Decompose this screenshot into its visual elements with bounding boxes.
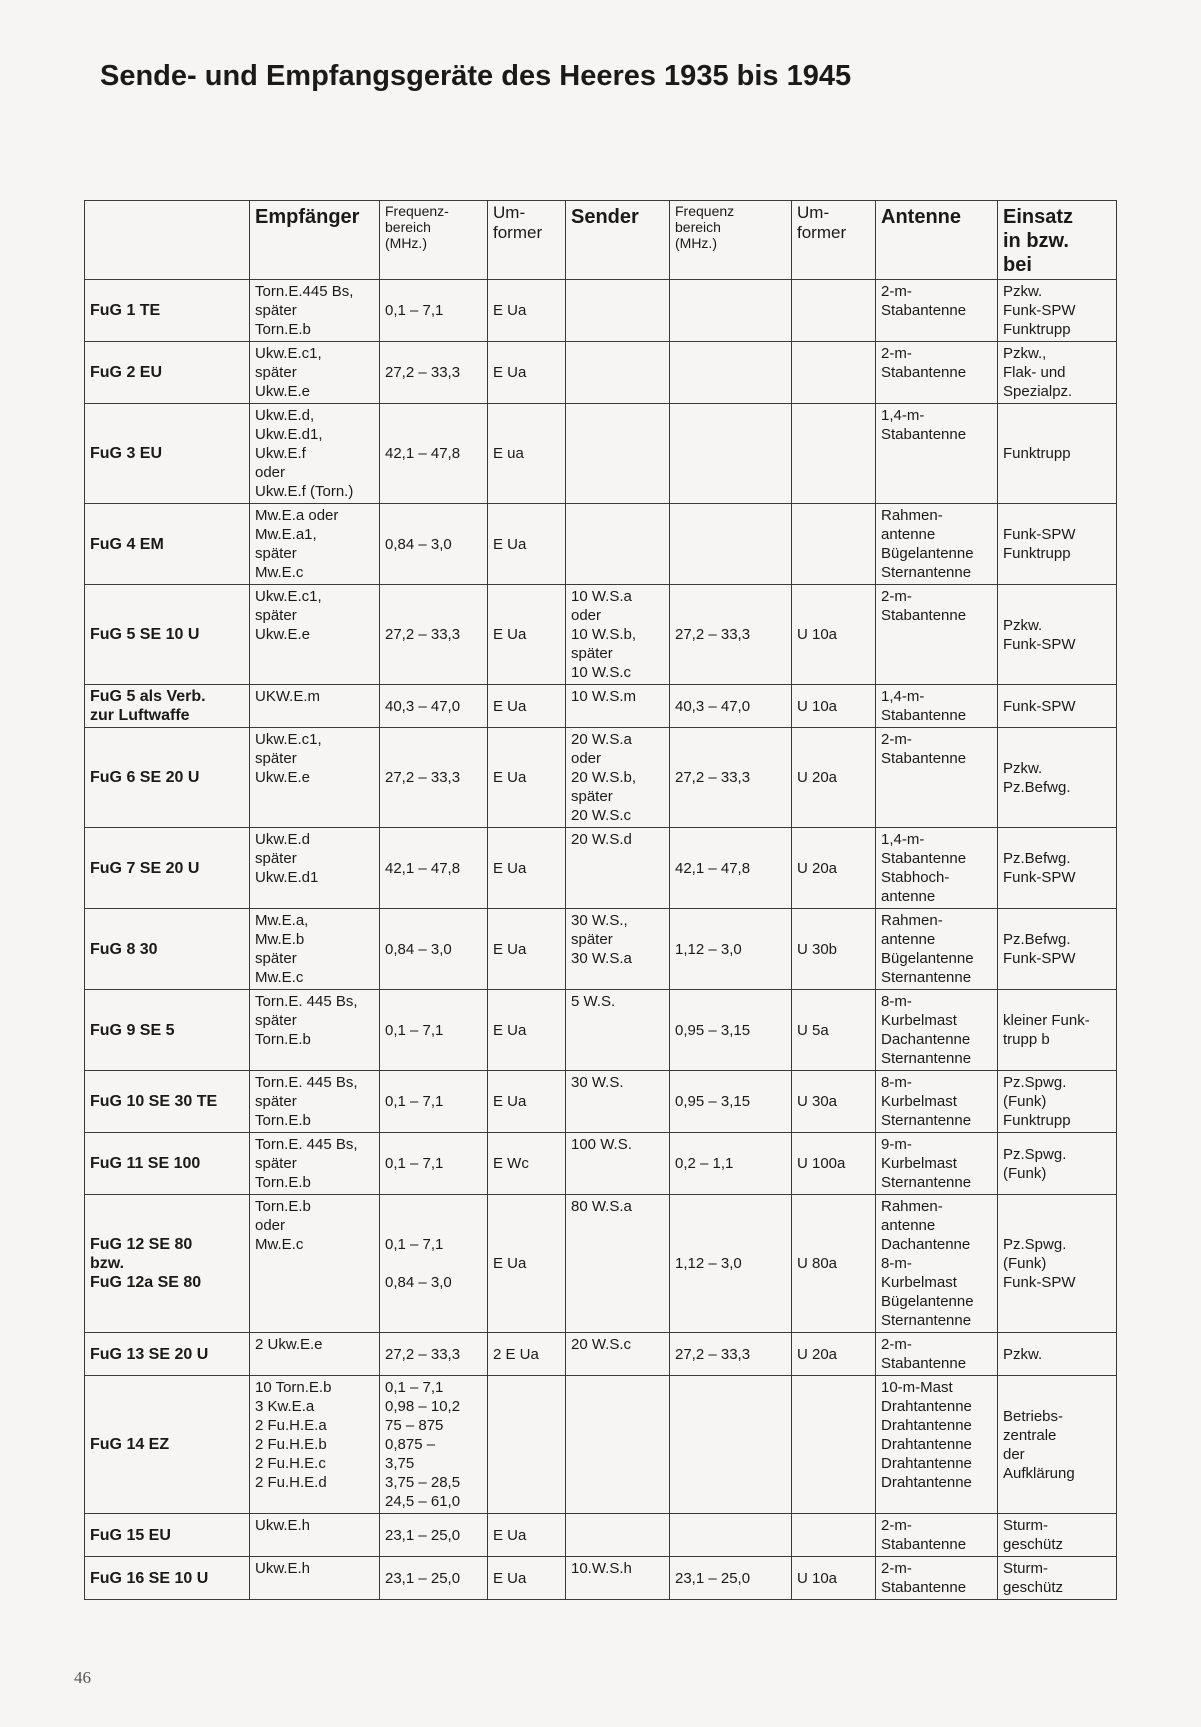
cell-conv-rx: E Ua xyxy=(488,585,566,685)
cell-usage: Pz.Spwg. (Funk) Funk-SPW xyxy=(998,1195,1117,1333)
cell-conv-tx xyxy=(792,1376,876,1514)
table-row xyxy=(85,1133,1117,1195)
table-row xyxy=(85,828,1117,909)
cell-device: FuG 8 30 xyxy=(85,909,250,990)
table-row xyxy=(85,1514,1117,1557)
cell-freq-tx: 0,95 – 3,15 xyxy=(670,990,792,1071)
cell-receiver: Ukw.E.h xyxy=(250,1557,380,1600)
cell-usage: Sturm- geschütz xyxy=(998,1557,1117,1600)
cell-conv-tx: U 20a xyxy=(792,828,876,909)
table-row xyxy=(85,1195,1117,1333)
cell-conv-rx: E Ua xyxy=(488,828,566,909)
cell-usage: kleiner Funk- trupp b xyxy=(998,990,1117,1071)
cell-freq-tx: 27,2 – 33,3 xyxy=(670,585,792,685)
cell-usage: Funk-SPW Funktrupp xyxy=(998,504,1117,585)
cell-antenna: 8-m- Kurbelmast Sternantenne xyxy=(876,1071,998,1133)
cell-sender: 5 W.S. xyxy=(566,990,670,1071)
cell-usage: Funk-SPW xyxy=(998,685,1117,728)
equipment-table-container xyxy=(84,200,1116,1600)
cell-freq-rx: 23,1 – 25,0 xyxy=(380,1557,488,1600)
cell-conv-rx: 2 E Ua xyxy=(488,1333,566,1376)
cell-receiver: 2 Ukw.E.e xyxy=(250,1333,380,1376)
cell-receiver: Ukw.E.d später Ukw.E.d1 xyxy=(250,828,380,909)
cell-freq-tx xyxy=(670,1514,792,1557)
cell-sender: 10.W.S.h xyxy=(566,1557,670,1600)
cell-freq-rx: 27,2 – 33,3 xyxy=(380,585,488,685)
cell-freq-rx: 0,84 – 3,0 xyxy=(380,909,488,990)
cell-device: FuG 12 SE 80 bzw. FuG 12a SE 80 xyxy=(85,1195,250,1333)
table-row xyxy=(85,1557,1117,1600)
cell-sender xyxy=(566,1376,670,1514)
cell-freq-tx: 27,2 – 33,3 xyxy=(670,1333,792,1376)
cell-sender: 20 W.S.a oder 20 W.S.b, später 20 W.S.c xyxy=(566,728,670,828)
cell-freq-rx: 23,1 – 25,0 xyxy=(380,1514,488,1557)
header-conv-rx: Um- former xyxy=(488,201,566,280)
cell-freq-rx: 42,1 – 47,8 xyxy=(380,404,488,504)
cell-device: FuG 5 SE 10 U xyxy=(85,585,250,685)
cell-conv-tx: U 20a xyxy=(792,728,876,828)
cell-conv-rx: E Ua xyxy=(488,728,566,828)
cell-freq-tx xyxy=(670,280,792,342)
cell-usage: Funktrupp xyxy=(998,404,1117,504)
cell-freq-rx: 27,2 – 33,3 xyxy=(380,728,488,828)
cell-conv-rx: E Ua xyxy=(488,1195,566,1333)
table-row xyxy=(85,728,1117,828)
cell-sender: 30 W.S. xyxy=(566,1071,670,1133)
cell-receiver: UKW.E.m xyxy=(250,685,380,728)
header-usage: Einsatz in bzw. bei xyxy=(998,201,1117,280)
equipment-table xyxy=(84,200,1117,1600)
table-row xyxy=(85,1333,1117,1376)
header-device xyxy=(85,201,250,280)
cell-receiver: Mw.E.a, Mw.E.b später Mw.E.c xyxy=(250,909,380,990)
table-row xyxy=(85,909,1117,990)
cell-sender: 20 W.S.d xyxy=(566,828,670,909)
cell-conv-rx: E Ua xyxy=(488,1557,566,1600)
cell-conv-tx: U 30a xyxy=(792,1071,876,1133)
cell-receiver: Ukw.E.d, Ukw.E.d1, Ukw.E.f oder Ukw.E.f (Torn.) xyxy=(250,404,380,504)
table-row xyxy=(85,585,1117,685)
cell-freq-rx: 0,1 – 7,1 0,98 – 10,2 75 – 875 0,875 – 3,75 3,75 – 28,5 24,5 – 61,0 xyxy=(380,1376,488,1514)
header-freq-rx: Frequenz- bereich (MHz.) xyxy=(380,201,488,280)
cell-conv-rx: E Ua xyxy=(488,280,566,342)
cell-conv-rx: E Ua xyxy=(488,504,566,585)
cell-device: FuG 7 SE 20 U xyxy=(85,828,250,909)
cell-device: FuG 10 SE 30 TE xyxy=(85,1071,250,1133)
cell-freq-tx: 23,1 – 25,0 xyxy=(670,1557,792,1600)
cell-conv-tx: U 30b xyxy=(792,909,876,990)
cell-conv-tx: U 5a xyxy=(792,990,876,1071)
cell-sender xyxy=(566,1514,670,1557)
cell-receiver: Ukw.E.c1, später Ukw.E.e xyxy=(250,585,380,685)
cell-freq-tx: 1,12 – 3,0 xyxy=(670,1195,792,1333)
cell-conv-rx xyxy=(488,1376,566,1514)
header-antenna: Antenne xyxy=(876,201,998,280)
cell-freq-rx: 0,1 – 7,1 xyxy=(380,1071,488,1133)
cell-usage: Pz.Spwg. (Funk) xyxy=(998,1133,1117,1195)
cell-antenna: 9-m- Kurbelmast Sternantenne xyxy=(876,1133,998,1195)
table-row xyxy=(85,504,1117,585)
cell-receiver: 10 Torn.E.b 3 Kw.E.a 2 Fu.H.E.a 2 Fu.H.E.b 2 Fu.H.E.c 2 Fu.H.E.d xyxy=(250,1376,380,1514)
cell-sender xyxy=(566,404,670,504)
cell-freq-tx: 40,3 – 47,0 xyxy=(670,685,792,728)
cell-sender: 80 W.S.a xyxy=(566,1195,670,1333)
cell-usage: Betriebs- zentrale der Aufklärung xyxy=(998,1376,1117,1514)
cell-sender: 10 W.S.a oder 10 W.S.b, später 10 W.S.c xyxy=(566,585,670,685)
cell-antenna: Rahmen- antenne Bügelantenne Sternantenne xyxy=(876,909,998,990)
cell-usage: Pzkw. Funk-SPW xyxy=(998,585,1117,685)
cell-freq-rx: 0,1 – 7,1 xyxy=(380,280,488,342)
cell-freq-rx: 0,84 – 3,0 xyxy=(380,504,488,585)
cell-receiver: Torn.E. 445 Bs, später Torn.E.b xyxy=(250,990,380,1071)
table-row xyxy=(85,1376,1117,1514)
cell-usage: Sturm- geschütz xyxy=(998,1514,1117,1557)
cell-conv-tx: U 20a xyxy=(792,1333,876,1376)
table-row xyxy=(85,404,1117,504)
cell-freq-tx xyxy=(670,404,792,504)
cell-conv-tx: U 10a xyxy=(792,585,876,685)
cell-conv-rx: E Ua xyxy=(488,685,566,728)
cell-antenna: Rahmen- antenne Bügelantenne Sternantenne xyxy=(876,504,998,585)
cell-conv-rx: E Ua xyxy=(488,909,566,990)
cell-conv-rx: E Ua xyxy=(488,1071,566,1133)
cell-freq-tx xyxy=(670,1376,792,1514)
cell-freq-rx: 27,2 – 33,3 xyxy=(380,1333,488,1376)
table-row xyxy=(85,990,1117,1071)
cell-antenna: 2-m- Stabantenne xyxy=(876,1514,998,1557)
cell-freq-tx: 0,95 – 3,15 xyxy=(670,1071,792,1133)
cell-antenna: 2-m- Stabantenne xyxy=(876,1333,998,1376)
cell-receiver: Mw.E.a oder Mw.E.a1, später Mw.E.c xyxy=(250,504,380,585)
cell-device: FuG 1 TE xyxy=(85,280,250,342)
cell-antenna: Rahmen- antenne Dachantenne 8-m- Kurbelmast Bügelantenne Sternantenne xyxy=(876,1195,998,1333)
header-freq-tx: Frequenz bereich (MHz.) xyxy=(670,201,792,280)
header-conv-tx: Um- former xyxy=(792,201,876,280)
cell-device: FuG 13 SE 20 U xyxy=(85,1333,250,1376)
header-sender: Sender xyxy=(566,201,670,280)
cell-device: FuG 5 als Verb. zur Luftwaffe xyxy=(85,685,250,728)
cell-device: FuG 6 SE 20 U xyxy=(85,728,250,828)
cell-freq-tx: 27,2 – 33,3 xyxy=(670,728,792,828)
cell-freq-rx: 0,1 – 7,1 xyxy=(380,990,488,1071)
cell-freq-rx: 27,2 – 33,3 xyxy=(380,342,488,404)
cell-sender: 20 W.S.c xyxy=(566,1333,670,1376)
cell-freq-tx: 42,1 – 47,8 xyxy=(670,828,792,909)
cell-conv-tx: U 80a xyxy=(792,1195,876,1333)
cell-antenna: 1,4-m- Stabantenne xyxy=(876,685,998,728)
table-row xyxy=(85,1071,1117,1133)
cell-freq-tx xyxy=(670,342,792,404)
cell-device: FuG 9 SE 5 xyxy=(85,990,250,1071)
cell-conv-tx xyxy=(792,342,876,404)
cell-antenna: 2-m- Stabantenne xyxy=(876,280,998,342)
cell-device: FuG 11 SE 100 xyxy=(85,1133,250,1195)
cell-sender xyxy=(566,504,670,585)
page-number: 46 xyxy=(74,1668,91,1687)
cell-conv-rx: E Ua xyxy=(488,990,566,1071)
cell-conv-rx: E ua xyxy=(488,404,566,504)
cell-antenna: 8-m- Kurbelmast Dachantenne Sternantenne xyxy=(876,990,998,1071)
cell-usage: Pzkw., Flak- und Spezialpz. xyxy=(998,342,1117,404)
cell-sender: 100 W.S. xyxy=(566,1133,670,1195)
cell-conv-tx xyxy=(792,504,876,585)
table-row xyxy=(85,280,1117,342)
header-row xyxy=(85,201,1117,280)
cell-conv-rx: E Ua xyxy=(488,1514,566,1557)
cell-device: FuG 2 EU xyxy=(85,342,250,404)
cell-receiver: Torn.E.445 Bs, später Torn.E.b xyxy=(250,280,380,342)
cell-sender xyxy=(566,280,670,342)
cell-conv-tx xyxy=(792,280,876,342)
cell-receiver: Ukw.E.c1, später Ukw.E.e xyxy=(250,728,380,828)
cell-usage: Pz.Befwg. Funk-SPW xyxy=(998,909,1117,990)
cell-freq-rx: 0,1 – 7,1 0,84 – 3,0 xyxy=(380,1195,488,1333)
cell-device: FuG 14 EZ xyxy=(85,1376,250,1514)
cell-antenna: 1,4-m- Stabantenne xyxy=(876,404,998,504)
cell-conv-rx: E Ua xyxy=(488,342,566,404)
cell-antenna: 10-m-Mast Drahtantenne Drahtantenne Drahtantenne Drahtantenne Drahtantenne xyxy=(876,1376,998,1514)
cell-antenna: 2-m- Stabantenne xyxy=(876,585,998,685)
cell-receiver: Ukw.E.h xyxy=(250,1514,380,1557)
cell-conv-rx: E Wc xyxy=(488,1133,566,1195)
cell-usage: Pz.Spwg. (Funk) Funktrupp xyxy=(998,1071,1117,1133)
cell-sender: 30 W.S., später 30 W.S.a xyxy=(566,909,670,990)
cell-device: FuG 15 EU xyxy=(85,1514,250,1557)
cell-freq-rx: 0,1 – 7,1 xyxy=(380,1133,488,1195)
cell-freq-tx: 0,2 – 1,1 xyxy=(670,1133,792,1195)
cell-device: FuG 3 EU xyxy=(85,404,250,504)
cell-receiver: Torn.E.b oder Mw.E.c xyxy=(250,1195,380,1333)
table-body xyxy=(85,280,1117,1600)
cell-conv-tx xyxy=(792,404,876,504)
cell-receiver: Ukw.E.c1, später Ukw.E.e xyxy=(250,342,380,404)
header-receiver: Empfänger xyxy=(250,201,380,280)
cell-usage: Pzkw. Pz.Befwg. xyxy=(998,728,1117,828)
cell-conv-tx: U 100a xyxy=(792,1133,876,1195)
cell-sender: 10 W.S.m xyxy=(566,685,670,728)
table-row xyxy=(85,342,1117,404)
cell-antenna: 1,4-m- Stabantenne Stabhoch- antenne xyxy=(876,828,998,909)
cell-conv-tx xyxy=(792,1514,876,1557)
cell-antenna: 2-m- Stabantenne xyxy=(876,342,998,404)
cell-antenna: 2-m- Stabantenne xyxy=(876,728,998,828)
cell-conv-tx: U 10a xyxy=(792,1557,876,1600)
cell-freq-tx: 1,12 – 3,0 xyxy=(670,909,792,990)
cell-receiver: Torn.E. 445 Bs, später Torn.E.b xyxy=(250,1071,380,1133)
cell-freq-tx xyxy=(670,504,792,585)
cell-freq-rx: 40,3 – 47,0 xyxy=(380,685,488,728)
cell-sender xyxy=(566,342,670,404)
table-row xyxy=(85,685,1117,728)
cell-conv-tx: U 10a xyxy=(792,685,876,728)
cell-usage: Pzkw. Funk-SPW Funktrupp xyxy=(998,280,1117,342)
cell-usage: Pzkw. xyxy=(998,1333,1117,1376)
cell-device: FuG 4 EM xyxy=(85,504,250,585)
cell-antenna: 2-m- Stabantenne xyxy=(876,1557,998,1600)
cell-usage: Pz.Befwg. Funk-SPW xyxy=(998,828,1117,909)
cell-freq-rx: 42,1 – 47,8 xyxy=(380,828,488,909)
cell-receiver: Torn.E. 445 Bs, später Torn.E.b xyxy=(250,1133,380,1195)
cell-device: FuG 16 SE 10 U xyxy=(85,1557,250,1600)
page-title: Sende- und Empfangsgeräte des Heeres 1935 bis 1945 xyxy=(100,60,852,92)
